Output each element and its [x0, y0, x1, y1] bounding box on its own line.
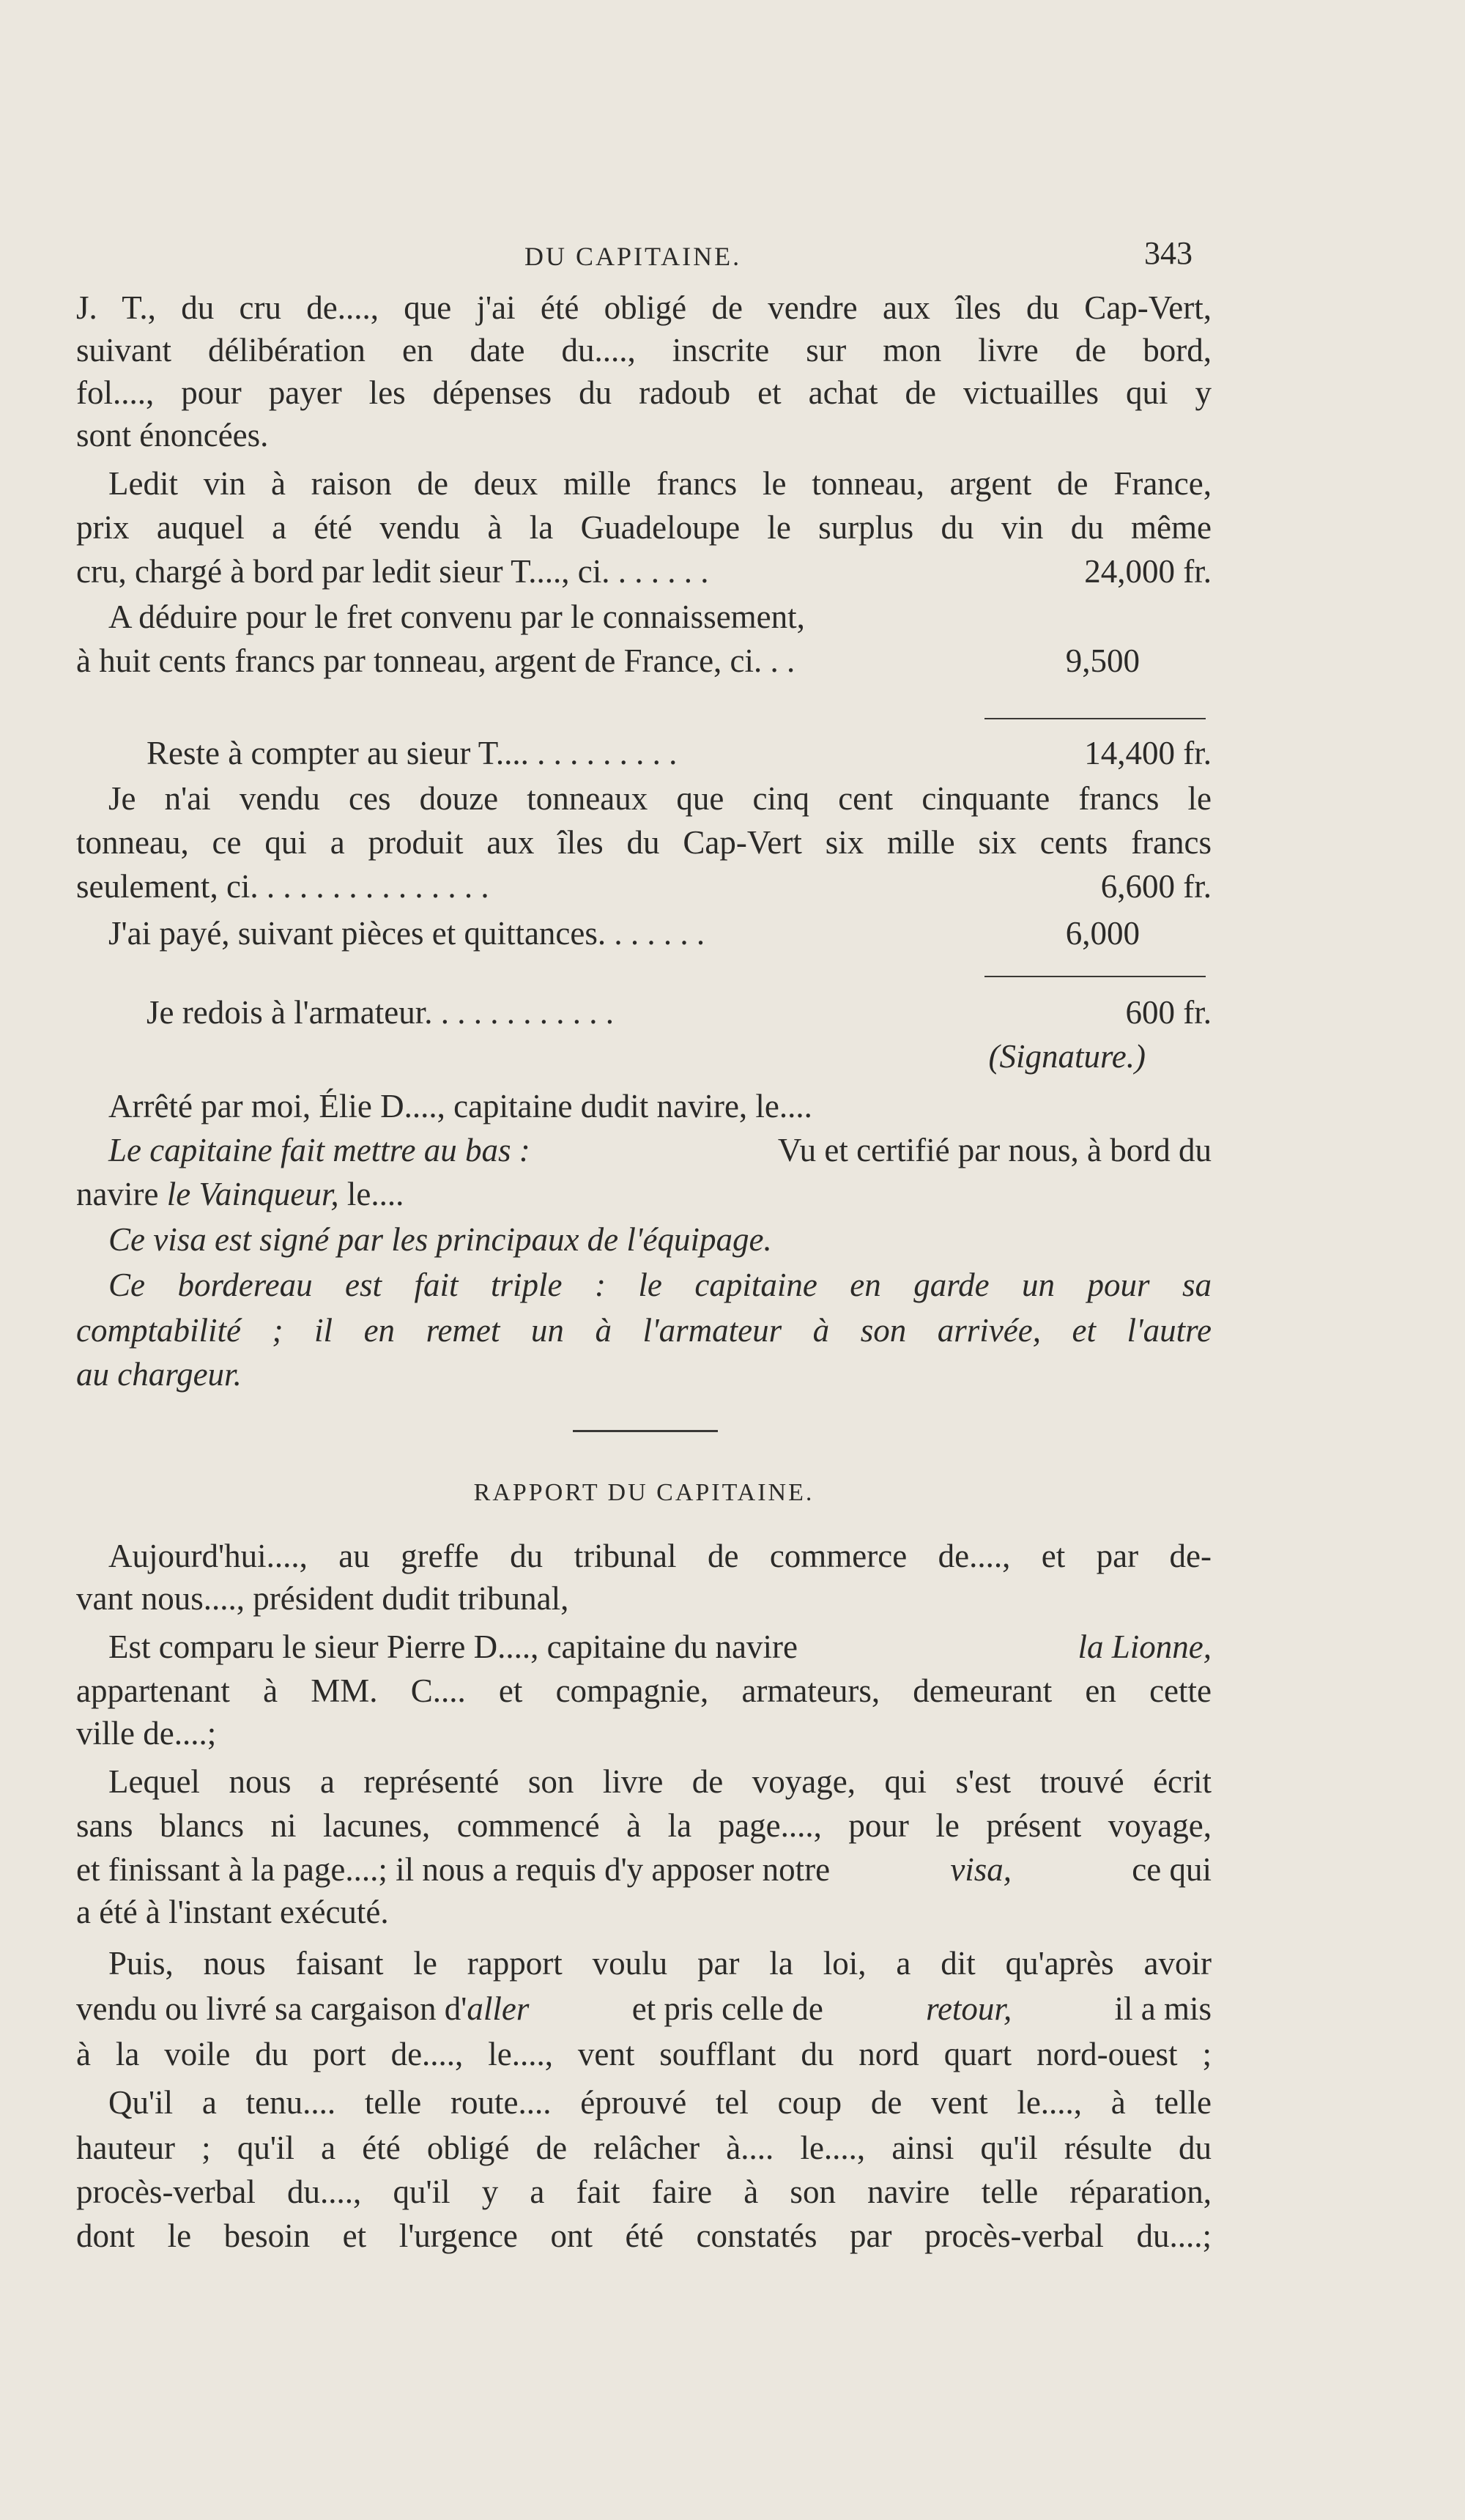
- text-line: dont le besoin et l'urgence ont été constatés par procès-verbal du....;: [76, 2217, 1212, 2254]
- text-line: fol...., pour payer les dépenses du radoub et achat de victuailles qui y: [76, 374, 1212, 411]
- ledger-label: cru, chargé à bord par ledit sieur T...., ci. . . . . . .: [76, 553, 709, 590]
- ledger-amount: 6,600 fr.: [1100, 868, 1212, 905]
- ledger-amount: 9,500: [1065, 642, 1140, 679]
- ledger-row: [76, 990, 1212, 1034]
- text-line: A déduire pour le fret convenu par le connaissement,: [108, 598, 805, 635]
- ledger-label: Reste à compter au sieur T.... . . . . . . . . .: [146, 735, 678, 771]
- text-line: et finissant à la page....; il nous a requis d'y apposer notre visa, ce qui: [76, 1851, 1212, 1888]
- running-header: DU CAPITAINE.: [524, 242, 742, 271]
- text-line: appartenant à MM. C.... et compagnie, armateurs, demeurant en cette: [76, 1672, 1212, 1709]
- text-line: tonneau, ce qui a produit aux îles du Cap-Vert six mille six cents francs: [76, 824, 1212, 861]
- ledger-amount: 600 fr.: [1125, 994, 1212, 1031]
- text-line: Ce visa est signé par les principaux de l'équipage.: [108, 1221, 772, 1258]
- sum-rule: [984, 718, 1206, 719]
- ledger-label: seulement, ci. . . . . . . . . . . . . . .: [76, 868, 489, 905]
- text-line: Qu'il a tenu.... telle route.... éprouvé tel coup de vent le...., à telle: [108, 2084, 1212, 2121]
- text-line: ville de....;: [76, 1715, 217, 1752]
- ledger-row: [76, 864, 1212, 908]
- text-line: hauteur ; qu'il a été obligé de relâcher à.... le...., ainsi qu'il résulte du: [76, 2130, 1212, 2166]
- text-line: procès-verbal du...., qu'il y a fait faire à son navire telle réparation,: [76, 2174, 1212, 2210]
- text-line: Puis, nous faisant le rapport voulu par la loi, a dit qu'après avoir: [108, 1945, 1212, 1982]
- text-line: navire le Vainqueur, le....: [76, 1176, 404, 1212]
- text-line: a été à l'instant exécuté.: [76, 1894, 389, 1930]
- ledger-label: J'ai payé, suivant pièces et quittances. . . . . . .: [108, 915, 705, 952]
- text-line: Aujourd'hui...., au greffe du tribunal de commerce de...., et par de-: [108, 1538, 1212, 1574]
- signature-line: (Signature.): [988, 1038, 1146, 1075]
- text-line: J. T., du cru de...., que j'ai été obligé de vendre aux îles du Cap-Vert,: [76, 289, 1212, 326]
- ledger-label: à huit cents francs par tonneau, argent de France, ci. . .: [76, 642, 795, 679]
- text-line: vendu ou livré sa cargaison d'aller et pris celle de retour, il a mis: [76, 1990, 1212, 2027]
- text-line: Lequel nous a représenté son livre de voyage, qui s'est trouvé écrit: [108, 1763, 1212, 1800]
- text-line: sans blancs ni lacunes, commencé à la page...., pour le présent voyage,: [76, 1807, 1212, 1844]
- text-line: suivant délibération en date du...., inscrite sur mon livre de bord,: [76, 332, 1212, 368]
- ledger-row: [76, 731, 1212, 775]
- text-line: Le capitaine fait mettre au bas : Vu et certifié par nous, à bord du: [108, 1132, 1212, 1168]
- ledger-row: [76, 549, 1212, 593]
- text-line: Ce bordereau est fait triple : le capitaine en garde un pour sa: [108, 1267, 1212, 1303]
- text-line: vant nous...., président dudit tribunal,: [76, 1580, 569, 1617]
- text-line: Je n'ai vendu ces douze tonneaux que cinq cent cinquante francs le: [108, 780, 1212, 817]
- ledger-row: [76, 639, 1212, 683]
- text-line: prix auquel a été vendu à la Guadeloupe le surplus du vin du même: [76, 509, 1212, 546]
- text-line: comptabilité ; il en remet un à l'armateur à son arrivée, et l'autre: [76, 1312, 1212, 1349]
- sum-rule: [984, 976, 1206, 977]
- text-line: Ledit vin à raison de deux mille francs le tonneau, argent de France,: [108, 465, 1212, 502]
- text-line: Est comparu le sieur Pierre D...., capitaine du navire la Lionne,: [108, 1628, 1212, 1665]
- text-line: Arrêté par moi, Élie D...., capitaine dudit navire, le....: [108, 1088, 812, 1124]
- ledger-amount: 6,000: [1065, 915, 1140, 952]
- text-line: à la voile du port de...., le...., vent soufflant du nord quart nord-ouest ;: [76, 2036, 1212, 2072]
- text-line: sont énoncées.: [76, 417, 269, 453]
- text-line: au chargeur.: [76, 1356, 242, 1393]
- ledger-label: Je redois à l'armateur. . . . . . . . . . . .: [146, 994, 614, 1031]
- section-divider: [573, 1430, 718, 1432]
- ledger-row: [76, 911, 1212, 955]
- section-title: RAPPORT DU CAPITAINE.: [473, 1479, 815, 1506]
- ledger-amount: 24,000 fr.: [1084, 553, 1212, 590]
- ledger-amount: 14,400 fr.: [1084, 735, 1212, 771]
- page-number: 343: [1144, 235, 1193, 271]
